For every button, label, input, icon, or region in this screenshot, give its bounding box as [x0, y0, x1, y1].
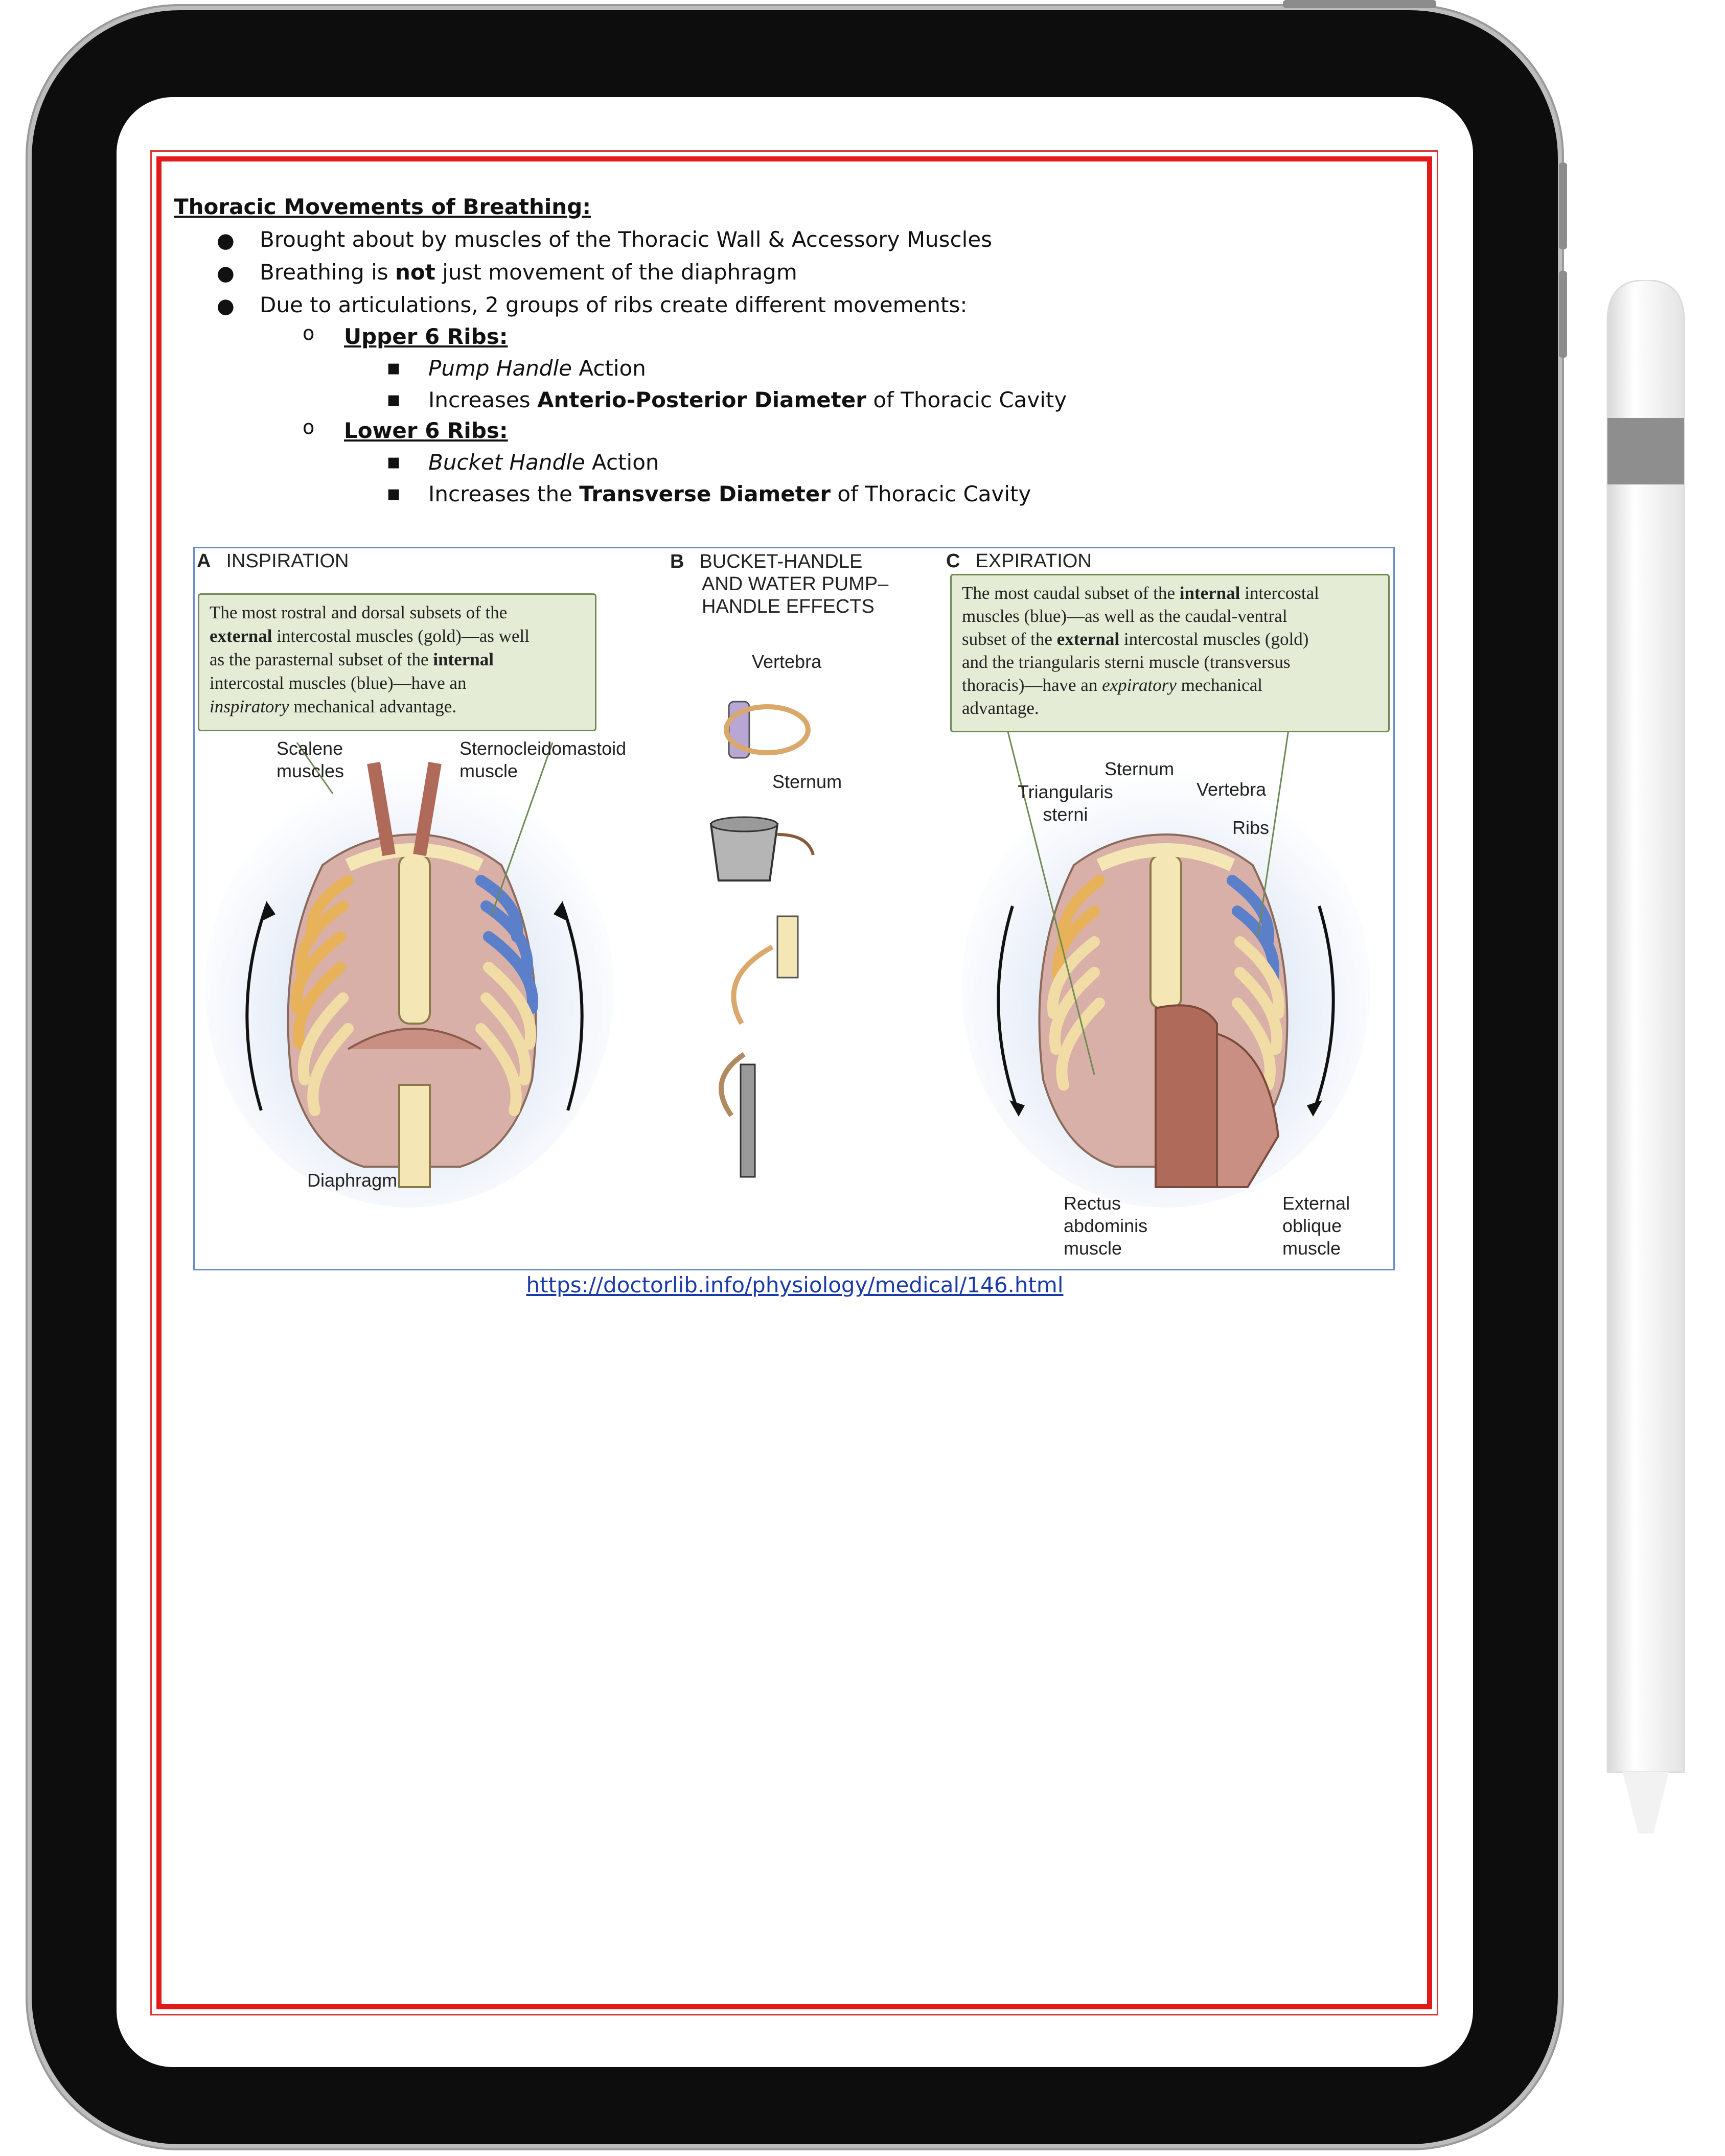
rib-cage-expiration	[1040, 834, 1287, 1187]
label-sternocleidomastoid: Sternocleidomastoid muscle	[459, 738, 627, 781]
circle-marker: o	[303, 416, 315, 438]
circle-marker: o	[303, 322, 315, 344]
source-link[interactable]: https://doctorlib.info/physiology/medical/146.html	[526, 1272, 1064, 1297]
stylus-pencil	[1602, 280, 1689, 1839]
breathing-mechanics-figure	[193, 547, 1395, 1270]
panel-c-title: C EXPIRATION	[946, 550, 1092, 572]
label-scalene: Scalene muscles	[277, 738, 344, 781]
label-triangularis-sterni: Triangularis sterni	[1018, 781, 1113, 825]
volume-up-button	[1559, 163, 1567, 249]
bullet-marker: ●	[217, 229, 235, 252]
lower-ribs-diameter: Increases the Transverse Diameter of Thoracic Cavity	[428, 481, 1031, 506]
label-diaphragm: Diaphragm	[307, 1170, 398, 1191]
bullet-marker: ●	[217, 294, 235, 318]
label-vertebra-b: Vertebra	[752, 651, 822, 672]
upper-ribs-diameter: Increases Anterio-Posterior Diameter of Thoracic Cavity	[428, 387, 1067, 412]
power-button	[1283, 0, 1436, 8]
bullet-marker: ●	[217, 262, 235, 285]
label-sternum-b: Sternum	[772, 771, 842, 792]
label-sternum-c: Sternum	[1105, 758, 1175, 779]
bullet-item: Due to articulations, 2 groups of ribs create different movements:	[260, 292, 968, 317]
panel-a-callout: The most rostral and dorsal subsets of the external intercostal muscles (gold)—as well as the parasternal subset of the internal intercostal muscles (blue)—have an inspiratory mechanical advantage.	[198, 593, 596, 731]
square-marker: ▪	[386, 449, 401, 474]
upper-ribs-title: Upper 6 Ribs:	[344, 324, 508, 349]
volume-down-button	[1559, 271, 1567, 358]
document	[117, 97, 1473, 2067]
upper-ribs-action: Pump Handle Action	[428, 356, 646, 381]
square-marker: ▪	[386, 355, 401, 380]
bullet-item: Brought about by muscles of the Thoracic Wall & Accessory Muscles	[260, 227, 993, 252]
panel-c-callout: The most caudal subset of the internal intercostal muscles (blue)—as well as the caudal-ventral subset of the external intercostal muscles (gold) and the triangularis sterni muscle (transversus thoracis)—have an expiratory mechanical advantage.	[950, 574, 1390, 732]
label-ribs: Ribs	[1232, 817, 1270, 838]
panel-b-title: B BUCKET-HANDLE AND WATER PUMP– HANDLE EFFECTS	[670, 551, 889, 617]
document-heading: Thoracic Movements of Breathing:	[174, 194, 591, 219]
lower-ribs-action: Bucket Handle Action	[428, 450, 659, 475]
panel-a-title: A INSPIRATION	[197, 550, 349, 572]
square-marker: ▪	[386, 386, 401, 411]
label-rectus-abdominis: Rectus abdominis muscle	[1064, 1193, 1148, 1259]
label-external-oblique: External oblique muscle	[1282, 1193, 1350, 1259]
bullet-item: Breathing is not just movement of the diaphragm	[260, 260, 797, 285]
tablet-screen	[117, 97, 1473, 2067]
lower-ribs-title: Lower 6 Ribs:	[344, 418, 508, 443]
square-marker: ▪	[386, 480, 401, 505]
label-vertebra-c: Vertebra	[1197, 779, 1267, 800]
